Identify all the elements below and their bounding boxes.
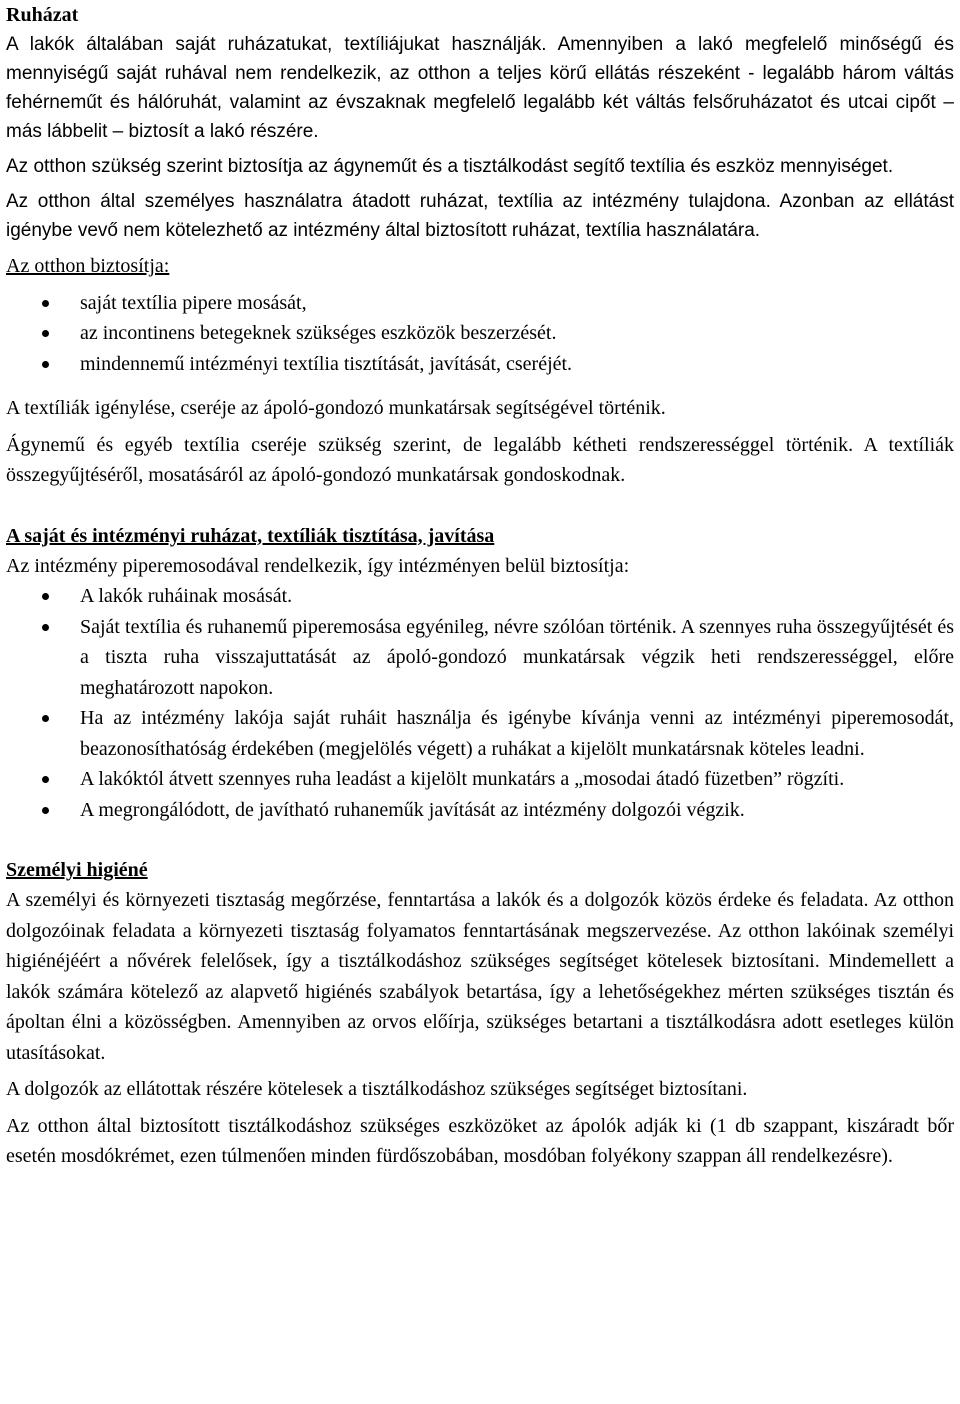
- section-tisztitas: [6, 521, 954, 826]
- paragraph: A lakók általában saját ruházatukat, textíliájukat használják. Amennyiben a lakó megfelelő minőségű és mennyiségű saját ruhával nem rendelkezik, az otthon a teljes körű ellátás részeként - legalább három váltás fehérneműt és hálóruhát, valamint az évszaknak megfelelő legalább két váltás felsőruházatot és utcai cipőt – más lábbelit – biztosít a lakó részére.: [6, 34, 954, 142]
- section-title: Ruházat: [6, 4, 79, 26]
- list-item: A lakók ruháinak mosását.: [6, 581, 954, 612]
- bullet-list: [6, 581, 954, 825]
- sans-block: [6, 30, 954, 245]
- list-item: mindennemű intézményi textília tisztítását, javítását, cseréjét.: [6, 349, 954, 380]
- paragraph: A textíliák igénylése, cseréje az ápoló-gondozó munkatársak segítségével történik.: [6, 397, 666, 419]
- paragraph: A személyi és környezeti tisztaság megőrzése, fenntartása a lakók és a dolgozók közös érdeke és feladata. Az otthon dolgozóinak feladata a környezeti tisztaság folyamatos fenntartásának megszervezése. Az otthon lakóinak személyi higiénéjéért a nővérek felelősek, így a tisztálkodáshoz szükséges segítséget kötelesek biztosítani. Mindemellett a lakók számára kötelező az alapvető higiénés szabályok betartása, így a lehetőségekhez mérten szükséges tisztán és ápoltan élni a közösségben. Amennyiben az orvos előírja, szükséges betartani a tisztálkodásra adott esetleges külön utasításokat.: [6, 889, 954, 1064]
- list-item: A megrongálódott, de javítható ruhaneműk javítását az intézmény dolgozói végzik.: [6, 795, 954, 826]
- paragraph: A dolgozók az ellátottak részére kötelesek a tisztálkodáshoz szükséges segítséget biztosítani.: [6, 1078, 748, 1100]
- list-item: az incontinens betegeknek szükséges eszközök beszerzését.: [6, 318, 954, 349]
- list-item: Saját textília és ruhanemű piperemosása egyénileg, névre szólóan történik. A szennyes ruha összegyűjtését és a tiszta ruha visszajuttatását az ápoló-gondozó munkatársak végzik heti rendszerességgel, előre meghatározott napokon.: [6, 612, 954, 704]
- paragraph: Az intézmény piperemosodával rendelkezik, így intézményen belül biztosítja:: [6, 554, 630, 577]
- paragraph: Ágynemű és egyéb textília cseréje szükség szerint, de legalább kétheti rendszerességgel történik. A textíliák összegyűjtéséről, mosatásáról az ápoló-gondozó munkatársak gondoskodnak.: [6, 433, 954, 486]
- list-heading: Az otthon biztosítja:: [6, 255, 170, 277]
- list-item: A lakóktól átvett szennyes ruha leadást a kijelölt munkatárs a „mosodai átadó füzetben” rögzíti.: [6, 764, 954, 795]
- section-title: A saját és intézményi ruházat, textíliák tisztítása, javítása: [6, 524, 495, 547]
- section-title: Személyi higiéné: [6, 859, 148, 881]
- section-ruhazat: [6, 0, 954, 491]
- paragraph: Az otthon által személyes használatra átadott ruházat, textília az intézmény tulajdona. Azonban az ellátást igénybe vevő nem kötelezhető az intézmény által biztosított ruházat, textília használatára.: [6, 191, 954, 241]
- list-item: Ha az intézmény lakója saját ruháit használja és igénybe kívánja venni az intézményi piperemosodát, beazonosíthatóság érdekében (megjelölés végett) a ruhákat a kijelölt munkatársnak köteles leadni.: [6, 703, 954, 764]
- paragraph: Az otthon szükség szerint biztosítja az ágyneműt és a tisztálkodást segítő textília és eszköz mennyiséget.: [6, 156, 894, 177]
- bullet-list: [6, 288, 954, 380]
- section-szemelyi-higiene: [6, 855, 954, 1172]
- list-item: saját textília pipere mosását,: [6, 288, 954, 319]
- paragraph: Az otthon által biztosított tisztálkodáshoz szükséges eszközöket az ápolók adják ki (1 db szappant, kiszáradt bőr esetén mosdókrémet, ezen túlmenően minden fürdőszobában, mosdóban folyékony szappan áll rendelkezésre).: [6, 1114, 954, 1167]
